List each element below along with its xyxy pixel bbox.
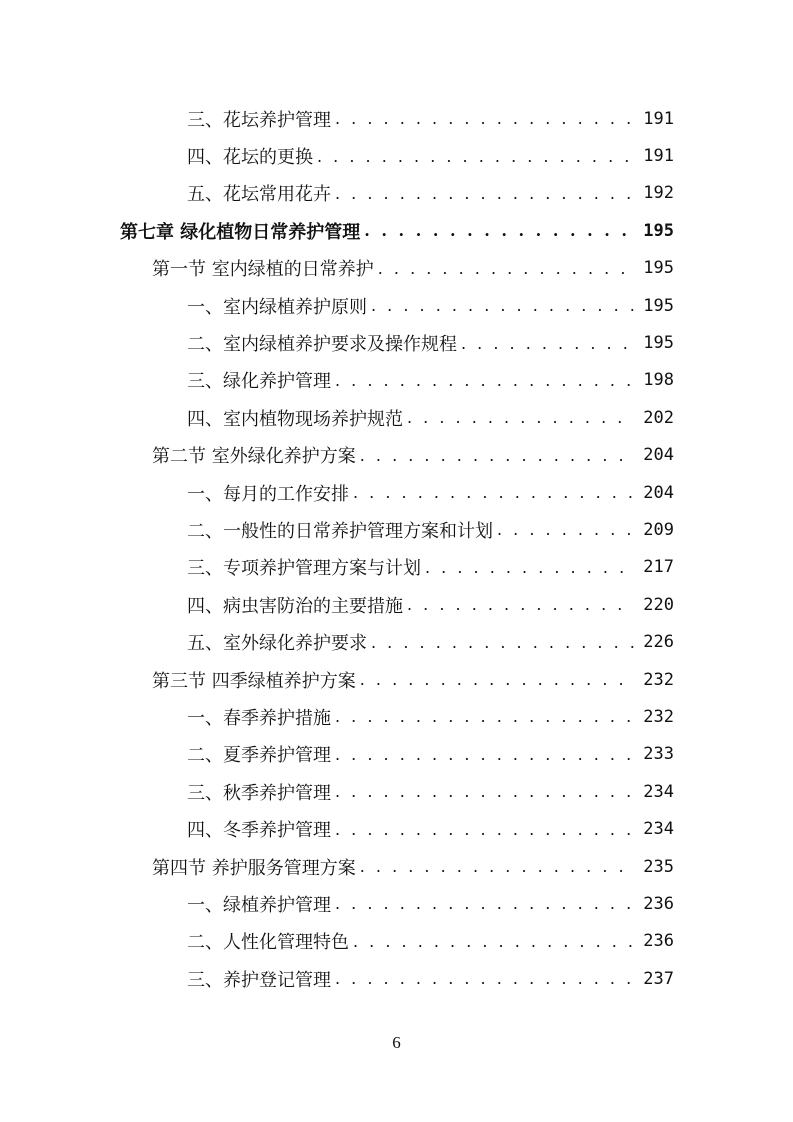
toc-leader-dots <box>364 221 635 240</box>
toc-entry-page: 235 <box>643 856 674 877</box>
toc-leader-dots <box>360 670 636 689</box>
toc-entry-title: 三、专项养护管理方案与计划 <box>187 558 421 580</box>
toc-leader-dots <box>407 408 635 427</box>
toc-leader-dots <box>461 334 635 353</box>
toc-entry-title: 二、人性化管理特色 <box>187 932 349 954</box>
toc-leader-dots <box>360 446 636 465</box>
toc-entry-page: 236 <box>643 931 674 952</box>
toc-entry-page: 232 <box>643 706 674 727</box>
toc-entry-title: 第三节 四季绿植养护方案 <box>152 670 356 692</box>
toc-entry-page: 195 <box>643 258 674 279</box>
toc-entry-page: 232 <box>643 669 674 690</box>
toc-subsection-entry[interactable] <box>0 736 793 773</box>
toc-leader-dots <box>335 820 635 839</box>
toc-entry-page: 192 <box>643 183 674 204</box>
toc-subsection-entry[interactable] <box>0 586 793 623</box>
toc-leader-dots <box>335 184 635 203</box>
toc-subsection-entry[interactable] <box>0 773 793 810</box>
toc-leader-dots <box>371 296 635 315</box>
toc-entry-title: 三、绿化养护管理 <box>187 371 331 393</box>
toc-subsection-entry[interactable] <box>0 885 793 922</box>
toc-entry-page: 195 <box>643 295 674 316</box>
toc-leader-dots <box>407 595 635 614</box>
toc-subsection-entry[interactable] <box>0 810 793 847</box>
toc-leader-dots <box>335 894 635 913</box>
toc-entry-title: 一、每月的工作安排 <box>187 483 349 505</box>
toc-entry-title: 一、春季养护措施 <box>187 707 331 729</box>
toc-entry-page: 209 <box>643 519 674 540</box>
toc-subsection-entry[interactable] <box>0 511 793 548</box>
toc-section-entry[interactable] <box>0 437 793 474</box>
toc-entry-page: 198 <box>643 370 674 391</box>
toc-leader-dots <box>335 969 635 988</box>
toc-entry-page: 195 <box>643 220 674 241</box>
toc-entry-title: 第四节 养护服务管理方案 <box>152 857 356 879</box>
toc-section-entry[interactable] <box>0 250 793 287</box>
toc-subsection-entry[interactable] <box>0 474 793 511</box>
toc-section-entry[interactable] <box>0 661 793 698</box>
toc-entry-page: 204 <box>643 445 674 466</box>
toc-entry-title: 二、一般性的日常养护管理方案和计划 <box>187 520 493 542</box>
toc-entry-page: 191 <box>643 146 674 167</box>
toc-entry-page: 234 <box>643 819 674 840</box>
toc-leader-dots <box>497 520 635 539</box>
toc-subsection-entry[interactable] <box>0 698 793 735</box>
toc-chapter-entry[interactable] <box>0 212 793 249</box>
toc-entry-title: 四、冬季养护管理 <box>187 820 331 842</box>
toc-subsection-entry[interactable] <box>0 324 793 361</box>
toc-leader-dots <box>353 932 635 951</box>
toc-entry-page: 234 <box>643 781 674 802</box>
toc-entry-title: 第一节 室内绿植的日常养护 <box>152 259 374 281</box>
toc-leader-dots <box>335 707 635 726</box>
toc-leader-dots <box>425 558 635 577</box>
toc-subsection-entry[interactable] <box>0 923 793 960</box>
toc-entry-title: 四、病虫害防治的主要措施 <box>187 595 403 617</box>
toc-section-entry[interactable] <box>0 848 793 885</box>
table-of-contents <box>0 100 793 997</box>
toc-leader-dots <box>360 857 636 876</box>
toc-subsection-entry[interactable] <box>0 623 793 660</box>
toc-subsection-entry[interactable] <box>0 137 793 174</box>
toc-entry-page: 236 <box>643 893 674 914</box>
toc-entry-page: 204 <box>643 482 674 503</box>
toc-entry-page: 220 <box>643 594 674 615</box>
toc-leader-dots <box>335 782 635 801</box>
toc-entry-title: 五、室外绿化养护要求 <box>187 633 367 655</box>
page-number: 6 <box>392 1033 401 1052</box>
toc-subsection-entry[interactable] <box>0 175 793 212</box>
toc-entry-title: 四、室内植物现场养护规范 <box>187 408 403 430</box>
toc-subsection-entry[interactable] <box>0 362 793 399</box>
toc-entry-title: 三、秋季养护管理 <box>187 782 331 804</box>
toc-subsection-entry[interactable] <box>0 100 793 137</box>
toc-entry-page: 237 <box>643 968 674 989</box>
toc-entry-title: 一、室内绿植养护原则 <box>187 296 367 318</box>
toc-leader-dots <box>317 147 635 166</box>
toc-leader-dots <box>335 371 635 390</box>
toc-subsection-entry[interactable] <box>0 549 793 586</box>
toc-entry-title: 第二节 室外绿化养护方案 <box>152 446 356 468</box>
toc-subsection-entry[interactable] <box>0 399 793 436</box>
toc-entry-page: 191 <box>643 108 674 129</box>
toc-leader-dots <box>371 633 635 652</box>
toc-entry-title: 五、花坛常用花卉 <box>187 184 331 206</box>
toc-leader-dots <box>335 109 635 128</box>
toc-entry-title: 二、室内绿植养护要求及操作规程 <box>187 334 457 356</box>
toc-entry-title: 四、花坛的更换 <box>187 147 313 169</box>
toc-entry-page: 202 <box>643 407 674 428</box>
toc-entry-page: 195 <box>643 333 674 354</box>
toc-leader-dots <box>335 745 635 764</box>
toc-subsection-entry[interactable] <box>0 960 793 997</box>
toc-leader-dots <box>378 259 636 278</box>
toc-entry-page: 226 <box>643 632 674 653</box>
toc-entry-title: 一、绿植养护管理 <box>187 894 331 916</box>
toc-entry-page: 233 <box>643 744 674 765</box>
toc-entry-title: 三、养护登记管理 <box>187 969 331 991</box>
toc-entry-title: 第七章 绿化植物日常养护管理 <box>120 221 361 243</box>
toc-entry-page: 217 <box>643 557 674 578</box>
toc-entry-title: 二、夏季养护管理 <box>187 745 331 767</box>
toc-subsection-entry[interactable] <box>0 287 793 324</box>
toc-leader-dots <box>353 483 635 502</box>
toc-entry-title: 三、花坛养护管理 <box>187 109 331 131</box>
